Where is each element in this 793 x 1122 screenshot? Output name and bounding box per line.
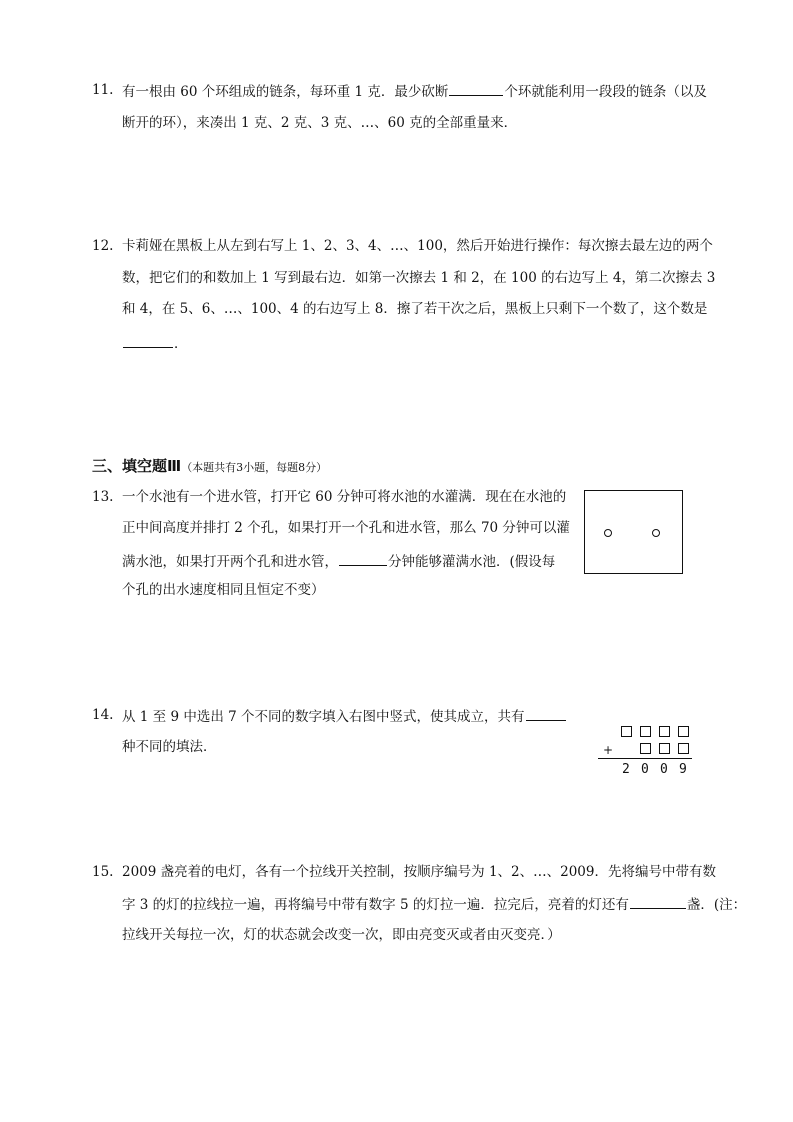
sum-line <box>598 758 692 759</box>
q15-number: 15. <box>92 864 114 880</box>
q15-answer-blank[interactable] <box>630 893 686 909</box>
q15-line1: 2009 盏亮着的电灯，各有一个拉线开关控制，按顺序编号为 1、2、…、2009．先将编号中带有数 <box>122 864 716 880</box>
plus-sign: + <box>603 743 614 757</box>
q15-text-b: 盏．(注： <box>686 897 747 913</box>
q12-number: 12. <box>92 238 114 254</box>
q15-line3: 拉线开关每拉一次，灯的状态就会改变一次，即由亮变灭或者由灭变亮．） <box>122 927 561 943</box>
q14-answer-blank[interactable] <box>526 705 566 721</box>
q15-line2 <box>122 893 746 915</box>
q12-line2: 数，把它们的和数加上 1 写到最右边．如第一次擦去 1 和 2，在 100 的右边写上 4，第二次擦去 3 <box>122 270 716 286</box>
section-3-note: （本题共有3小题，每题8分） <box>181 461 328 474</box>
q13-text-a: 满水池，如果打开两个孔和进水管， <box>122 554 338 570</box>
digit-box[interactable] <box>659 743 670 754</box>
q13-line3 <box>122 550 555 572</box>
q12-line1: 卡莉娅在黑板上从左到右写上 1、2、3、4、…、100，然后开始进行操作：每次擦去最左边的两个 <box>122 238 713 254</box>
result-digit: 0 <box>660 762 668 777</box>
q12-line4 <box>122 332 188 354</box>
section-3-title: 三、填空题Ⅲ <box>92 457 182 475</box>
q12-answer-blank[interactable] <box>123 332 173 348</box>
result-digit: 2 <box>622 762 630 777</box>
q11-line2: 断开的环），来凑出 1 克、2 克、3 克、…、60 克的全部重量来． <box>122 115 518 131</box>
digit-box[interactable] <box>659 726 670 737</box>
q13-answer-blank[interactable] <box>339 550 387 566</box>
q14-text: 从 1 至 9 中选出 7 个不同的数字填入右图中竖式，使其成立，共有 <box>122 709 525 725</box>
section-3-heading <box>92 455 327 479</box>
digit-box[interactable] <box>640 743 651 754</box>
q13-number: 13. <box>92 489 114 505</box>
q11-number: 11. <box>92 82 114 98</box>
q11-text-a: 有一根由 60 个环组成的链条，每环重 1 克．最少砍断 <box>122 84 449 100</box>
q12-line3: 和 4，在 5、6、…、100、4 的右边写上 8．擦了若干次之后，黑板上只剩下一个数了，这个数是 <box>122 301 708 317</box>
digit-box[interactable] <box>621 726 632 737</box>
pool-hole-left <box>604 529 612 537</box>
q13-line1: 一个水池有一个进水管，打开它 60 分钟可将水池的水灌满．现在在水池的 <box>122 489 567 505</box>
q11-text-b: 个环就能利用一段段的链条（以及 <box>504 84 707 100</box>
pool-diagram <box>584 490 683 574</box>
q11-answer-blank[interactable] <box>449 80 503 96</box>
q11-line1 <box>122 80 707 102</box>
q14-number: 14. <box>92 707 114 723</box>
q12-period: ． <box>174 336 188 352</box>
digit-box[interactable] <box>678 726 689 737</box>
q15-text-a: 字 3 的灯的拉线拉一遍，再将编号中带有数字 5 的灯拉一遍．拉完后，亮着的灯还有 <box>122 897 629 913</box>
result-digit: 0 <box>641 762 649 777</box>
q13-text-b: 分钟能够灌满水池．(假设每 <box>388 554 556 570</box>
q14-line1 <box>122 705 567 727</box>
result-digit: 9 <box>679 762 687 777</box>
q13-line2: 正中间高度并排打 2 个孔，如果打开一个孔和进水管，那么 70 分钟可以灌 <box>122 520 570 536</box>
pool-hole-right <box>652 529 660 537</box>
q13-line4: 个孔的出水速度相同且恒定不变） <box>122 582 325 598</box>
digit-box[interactable] <box>678 743 689 754</box>
digit-box[interactable] <box>640 726 651 737</box>
q14-line2: 种不同的填法． <box>122 739 217 755</box>
